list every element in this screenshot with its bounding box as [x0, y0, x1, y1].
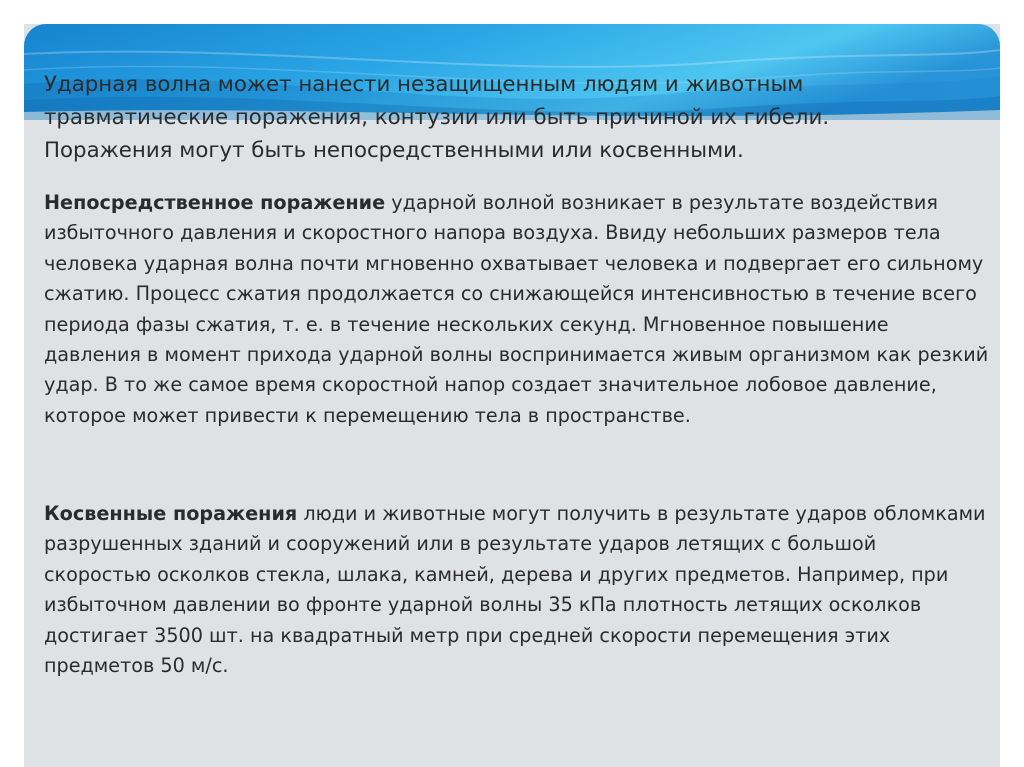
paragraph-lead-direct: Непосредственное поражение [44, 191, 386, 214]
paragraph-text-direct: ударной волной возникает в результате воздействия избыточного давления и скоростного напора воздуха. Ввиду небольших размеров тела человека ударная волна почти мгновенно охватывает человека и подвергает его сильному сжатию. Процесс сжатия продолжается со снижающейся интенсивностью в течение всего периода фазы сжатия, т. е. в течение нескольких секунд. Мгновенное повышение давления в момент прихода ударной волны воспринимается живым организмом как резкий удар. В то же самое время скоростной напор создает значительное лобовое давление, которое может привести к перемещению тела в пространстве. [44, 191, 989, 427]
paragraph-direct-injury [44, 188, 989, 431]
paragraph-text-indirect: люди и животные могут получить в результате ударов обломками разрушенных зданий и сооружений или в результате ударов летящих с большой скоростью осколков стекла, шлака, камней, дерева и других предметов. Например, при избыточном давлении во фронте ударной волны 35 кПа плотность летящих осколков достигает 3500 шт. на квадратный метр при средней скорости перемещения этих предметов 50 м/с. [44, 502, 986, 678]
slide-heading: Ударная волна может нанести незащищенным людям и животным травматические поражения, контузии или быть причиной их гибели. Поражения могут быть непосредственными или косвенными. [44, 72, 830, 163]
paragraph-lead-indirect: Косвенные поражения [44, 502, 298, 525]
slide [24, 24, 1000, 767]
slide-content [24, 24, 1000, 767]
paragraph-indirect-injury [44, 499, 989, 681]
